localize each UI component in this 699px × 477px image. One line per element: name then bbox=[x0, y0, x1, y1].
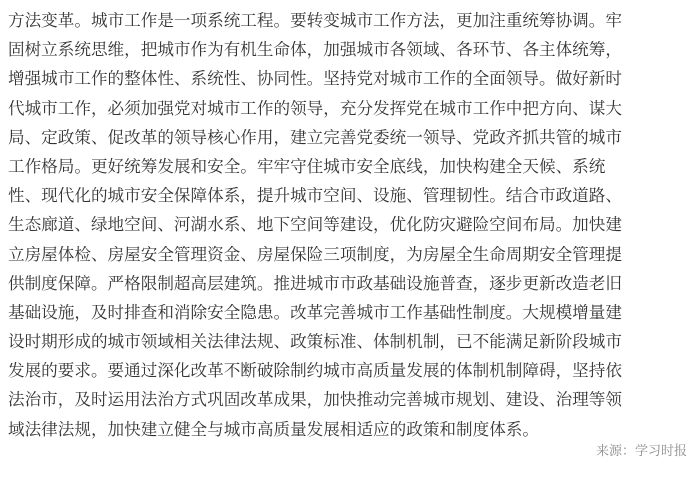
article-line: 局、定政策、促改革的领导核心作用，建立完善党委统一领导、党政齐抓共管的城市 bbox=[8, 127, 622, 147]
article-line: 法治市，及时运用法治方式巩固改革成果，加快推动完善城市规划、建设、治理等领 bbox=[8, 390, 622, 410]
article-line: 固树立系统思维，把城市作为有机生命体，加强城市各领域、各环节、各主体统筹， bbox=[8, 40, 622, 60]
article-line: 方法变革。城市工作是一项系统工程。要转变城市工作方法，更加注重统筹协调。牢 bbox=[8, 11, 622, 30]
source-attribution: 来源：学习时报 bbox=[595, 444, 687, 459]
article-line: 立房屋体检、房屋安全管理资金、房屋保险三项制度，为房屋全生命周期安全管理提 bbox=[8, 244, 622, 264]
article-line: 基础设施，及时排查和消除安全隐患。改革完善城市工作基础性制度。大规模增量建 bbox=[8, 302, 622, 322]
article-line: 供制度保障。严格限制超高层建筑。推进城市市政基础设施普查，逐步更新改造老旧 bbox=[8, 273, 622, 293]
article-line: 增强城市工作的整体性、系统性、协同性。坚持党对城市工作的全面领导。做好新时 bbox=[8, 69, 622, 89]
article-line: 工作格局。更好统筹发展和安全。牢牢守住城市安全底线，加快构建全天候、系统 bbox=[8, 156, 606, 176]
article-line: 性、现代化的城市安全保障体系，提升城市空间、设施、管理韧性。结合市政道路、 bbox=[8, 186, 622, 206]
article-line: 代城市工作，必须加强党对城市工作的领导，充分发挥党在城市工作中把方向、谋大 bbox=[8, 98, 622, 118]
article-line: 生态廊道、绿地空间、河湖水系、地下空间等建设，优化防灾避险空间布局。加快建 bbox=[8, 215, 622, 235]
article-line: 发展的要求。要通过深化改革不断破除制约城市高质量发展的体制机制障碍，坚持依 bbox=[8, 361, 622, 381]
article-line: 域法律法规，加快建立健全与城市高质量发展相适应的政策和制度体系。 bbox=[8, 419, 539, 439]
article-body bbox=[8, 6, 690, 444]
article-line: 设时期形成的城市领域相关法律法规、政策标准、体制机制，已不能满足新阶段城市 bbox=[8, 332, 622, 352]
